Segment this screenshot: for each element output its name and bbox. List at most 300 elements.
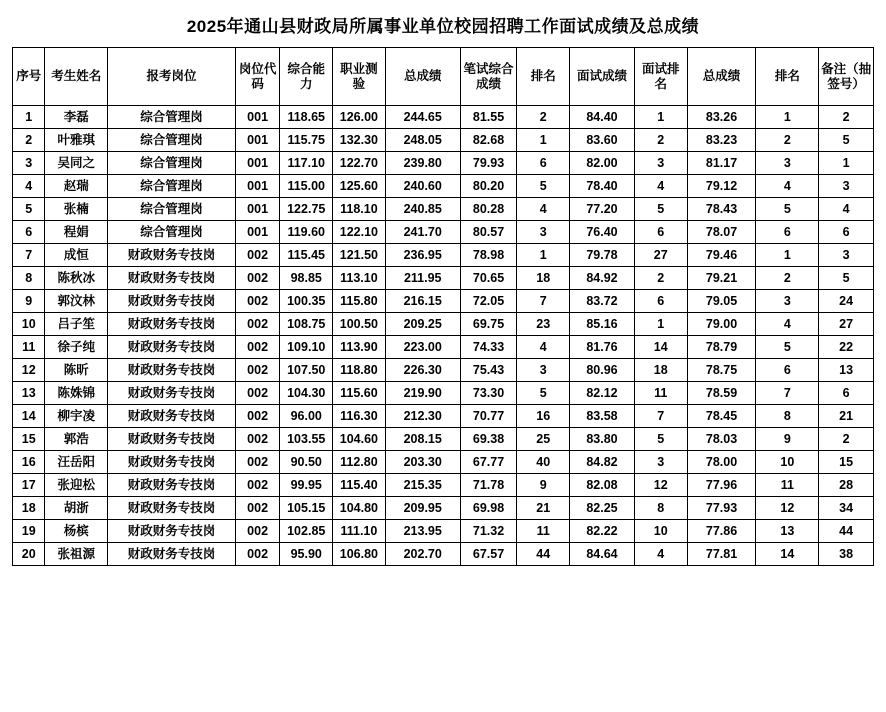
cell-written-rank: 3 (517, 221, 570, 244)
cell-post-code: 002 (235, 290, 280, 313)
cell-written-rank: 9 (517, 474, 570, 497)
cell-comprehensive-ability: 100.35 (280, 290, 333, 313)
cell-index: 14 (13, 405, 45, 428)
cell-vocational-test: 122.70 (333, 152, 386, 175)
cell-total-raw: 213.95 (385, 520, 460, 543)
cell-total-raw: 236.95 (385, 244, 460, 267)
cell-candidate-name: 陈秋冰 (45, 267, 108, 290)
cell-remark: 5 (819, 267, 874, 290)
cell-candidate-name: 吴同之 (45, 152, 108, 175)
table-row (13, 405, 874, 428)
cell-post: 综合管理岗 (108, 129, 236, 152)
cell-comprehensive-ability: 103.55 (280, 428, 333, 451)
cell-final-rank: 12 (756, 497, 819, 520)
cell-candidate-name: 张迎松 (45, 474, 108, 497)
cell-interview-rank: 1 (634, 106, 687, 129)
cell-comprehensive-ability: 90.50 (280, 451, 333, 474)
cell-written-rank: 1 (517, 129, 570, 152)
cell-final-total: 79.46 (687, 244, 756, 267)
cell-total-raw: 216.15 (385, 290, 460, 313)
cell-candidate-name: 李磊 (45, 106, 108, 129)
cell-comprehensive-ability: 98.85 (280, 267, 333, 290)
cell-post: 综合管理岗 (108, 152, 236, 175)
cell-final-total: 77.93 (687, 497, 756, 520)
cell-written-composite: 69.98 (460, 497, 517, 520)
table-row (13, 152, 874, 175)
cell-remark: 15 (819, 451, 874, 474)
column-header-interview-score: 面试成绩 (570, 48, 635, 106)
cell-final-total: 77.86 (687, 520, 756, 543)
cell-written-composite: 69.38 (460, 428, 517, 451)
cell-remark: 1 (819, 152, 874, 175)
cell-index: 20 (13, 543, 45, 566)
cell-interview-score: 78.40 (570, 175, 635, 198)
cell-interview-rank: 6 (634, 290, 687, 313)
cell-index: 16 (13, 451, 45, 474)
cell-final-rank: 9 (756, 428, 819, 451)
cell-written-composite: 79.93 (460, 152, 517, 175)
cell-candidate-name: 陈昕 (45, 359, 108, 382)
cell-post: 财政财务专技岗 (108, 244, 236, 267)
cell-written-rank: 16 (517, 405, 570, 428)
table-header (13, 48, 874, 106)
table-body (13, 106, 874, 566)
cell-final-rank: 2 (756, 267, 819, 290)
cell-comprehensive-ability: 122.75 (280, 198, 333, 221)
cell-comprehensive-ability: 99.95 (280, 474, 333, 497)
cell-final-rank: 14 (756, 543, 819, 566)
cell-post-code: 001 (235, 152, 280, 175)
cell-remark: 2 (819, 428, 874, 451)
cell-final-total: 78.59 (687, 382, 756, 405)
cell-post: 财政财务专技岗 (108, 497, 236, 520)
cell-remark: 4 (819, 198, 874, 221)
cell-written-rank: 1 (517, 244, 570, 267)
column-header-candidate-name: 考生姓名 (45, 48, 108, 106)
cell-interview-rank: 12 (634, 474, 687, 497)
cell-candidate-name: 郭浩 (45, 428, 108, 451)
cell-final-total: 79.00 (687, 313, 756, 336)
table-row (13, 221, 874, 244)
cell-written-composite: 74.33 (460, 336, 517, 359)
cell-final-total: 83.26 (687, 106, 756, 129)
cell-total-raw: 240.60 (385, 175, 460, 198)
cell-interview-rank: 18 (634, 359, 687, 382)
column-header-final-total: 总成绩 (687, 48, 756, 106)
cell-total-raw: 215.35 (385, 474, 460, 497)
cell-written-composite: 80.57 (460, 221, 517, 244)
cell-candidate-name: 成恒 (45, 244, 108, 267)
cell-interview-score: 79.78 (570, 244, 635, 267)
cell-comprehensive-ability: 105.15 (280, 497, 333, 520)
cell-written-composite: 80.20 (460, 175, 517, 198)
cell-final-total: 79.21 (687, 267, 756, 290)
cell-comprehensive-ability: 117.10 (280, 152, 333, 175)
cell-written-composite: 67.77 (460, 451, 517, 474)
cell-interview-score: 83.72 (570, 290, 635, 313)
cell-written-rank: 40 (517, 451, 570, 474)
cell-vocational-test: 112.80 (333, 451, 386, 474)
cell-post: 财政财务专技岗 (108, 428, 236, 451)
cell-total-raw: 208.15 (385, 428, 460, 451)
cell-post: 财政财务专技岗 (108, 520, 236, 543)
cell-post: 综合管理岗 (108, 106, 236, 129)
cell-remark: 38 (819, 543, 874, 566)
cell-candidate-name: 叶雅琪 (45, 129, 108, 152)
cell-vocational-test: 125.60 (333, 175, 386, 198)
cell-written-composite: 73.30 (460, 382, 517, 405)
cell-final-total: 77.96 (687, 474, 756, 497)
table-header-row (13, 48, 874, 106)
cell-candidate-name: 张楠 (45, 198, 108, 221)
cell-post: 财政财务专技岗 (108, 336, 236, 359)
cell-remark: 24 (819, 290, 874, 313)
cell-post-code: 001 (235, 129, 280, 152)
cell-total-raw: 219.90 (385, 382, 460, 405)
cell-final-total: 78.43 (687, 198, 756, 221)
cell-interview-rank: 27 (634, 244, 687, 267)
cell-post: 财政财务专技岗 (108, 451, 236, 474)
cell-remark: 21 (819, 405, 874, 428)
column-header-remark: 备注（抽签号） (819, 48, 874, 106)
cell-comprehensive-ability: 107.50 (280, 359, 333, 382)
cell-post-code: 001 (235, 221, 280, 244)
cell-interview-rank: 4 (634, 543, 687, 566)
cell-remark: 22 (819, 336, 874, 359)
cell-interview-score: 85.16 (570, 313, 635, 336)
cell-post-code: 001 (235, 198, 280, 221)
cell-final-rank: 11 (756, 474, 819, 497)
cell-total-raw: 209.95 (385, 497, 460, 520)
table-row (13, 543, 874, 566)
cell-post: 综合管理岗 (108, 221, 236, 244)
cell-final-rank: 13 (756, 520, 819, 543)
cell-post-code: 002 (235, 520, 280, 543)
cell-post-code: 002 (235, 267, 280, 290)
column-header-post: 报考岗位 (108, 48, 236, 106)
cell-vocational-test: 126.00 (333, 106, 386, 129)
cell-interview-score: 82.12 (570, 382, 635, 405)
cell-candidate-name: 徐子纯 (45, 336, 108, 359)
cell-post-code: 002 (235, 497, 280, 520)
cell-candidate-name: 张祖源 (45, 543, 108, 566)
cell-comprehensive-ability: 119.60 (280, 221, 333, 244)
cell-index: 5 (13, 198, 45, 221)
column-header-written-composite: 笔试综合成绩 (460, 48, 517, 106)
cell-written-rank: 23 (517, 313, 570, 336)
cell-final-rank: 1 (756, 244, 819, 267)
cell-comprehensive-ability: 102.85 (280, 520, 333, 543)
cell-vocational-test: 118.10 (333, 198, 386, 221)
cell-interview-score: 77.20 (570, 198, 635, 221)
cell-remark: 3 (819, 175, 874, 198)
cell-post-code: 002 (235, 543, 280, 566)
table-row (13, 428, 874, 451)
cell-vocational-test: 115.80 (333, 290, 386, 313)
cell-written-composite: 81.55 (460, 106, 517, 129)
cell-interview-score: 82.25 (570, 497, 635, 520)
cell-post: 财政财务专技岗 (108, 290, 236, 313)
cell-written-rank: 25 (517, 428, 570, 451)
cell-vocational-test: 122.10 (333, 221, 386, 244)
column-header-interview-rank: 面试排名 (634, 48, 687, 106)
cell-post: 财政财务专技岗 (108, 267, 236, 290)
cell-comprehensive-ability: 109.10 (280, 336, 333, 359)
cell-index: 13 (13, 382, 45, 405)
cell-written-composite: 80.28 (460, 198, 517, 221)
cell-interview-rank: 2 (634, 267, 687, 290)
cell-final-total: 78.00 (687, 451, 756, 474)
cell-candidate-name: 柳宇凌 (45, 405, 108, 428)
cell-total-raw: 241.70 (385, 221, 460, 244)
cell-final-rank: 6 (756, 359, 819, 382)
cell-interview-rank: 6 (634, 221, 687, 244)
cell-final-total: 78.75 (687, 359, 756, 382)
cell-index: 15 (13, 428, 45, 451)
cell-interview-score: 82.08 (570, 474, 635, 497)
cell-written-composite: 71.78 (460, 474, 517, 497)
cell-written-composite: 82.68 (460, 129, 517, 152)
cell-written-rank: 4 (517, 198, 570, 221)
cell-vocational-test: 104.60 (333, 428, 386, 451)
cell-remark: 5 (819, 129, 874, 152)
cell-final-total: 77.81 (687, 543, 756, 566)
cell-total-raw: 240.85 (385, 198, 460, 221)
table-row (13, 474, 874, 497)
cell-final-total: 79.12 (687, 175, 756, 198)
table-row (13, 198, 874, 221)
cell-interview-rank: 10 (634, 520, 687, 543)
cell-final-rank: 5 (756, 198, 819, 221)
cell-vocational-test: 104.80 (333, 497, 386, 520)
cell-candidate-name: 吕子笙 (45, 313, 108, 336)
cell-interview-score: 82.22 (570, 520, 635, 543)
table-row (13, 520, 874, 543)
cell-post-code: 001 (235, 106, 280, 129)
cell-total-raw: 209.25 (385, 313, 460, 336)
table-row (13, 313, 874, 336)
cell-remark: 2 (819, 106, 874, 129)
cell-post: 综合管理岗 (108, 198, 236, 221)
cell-vocational-test: 115.60 (333, 382, 386, 405)
cell-interview-score: 82.00 (570, 152, 635, 175)
cell-comprehensive-ability: 115.00 (280, 175, 333, 198)
cell-written-composite: 70.77 (460, 405, 517, 428)
cell-written-rank: 7 (517, 290, 570, 313)
cell-post: 财政财务专技岗 (108, 382, 236, 405)
cell-total-raw: 223.00 (385, 336, 460, 359)
cell-vocational-test: 106.80 (333, 543, 386, 566)
cell-index: 19 (13, 520, 45, 543)
cell-final-rank: 8 (756, 405, 819, 428)
cell-comprehensive-ability: 104.30 (280, 382, 333, 405)
cell-remark: 27 (819, 313, 874, 336)
cell-total-raw: 203.30 (385, 451, 460, 474)
cell-index: 3 (13, 152, 45, 175)
cell-written-rank: 5 (517, 382, 570, 405)
cell-interview-rank: 1 (634, 313, 687, 336)
cell-final-total: 78.45 (687, 405, 756, 428)
cell-post-code: 002 (235, 451, 280, 474)
cell-interview-score: 83.58 (570, 405, 635, 428)
cell-comprehensive-ability: 96.00 (280, 405, 333, 428)
cell-index: 9 (13, 290, 45, 313)
cell-remark: 44 (819, 520, 874, 543)
cell-interview-rank: 11 (634, 382, 687, 405)
table-row (13, 267, 874, 290)
cell-interview-score: 84.40 (570, 106, 635, 129)
cell-interview-score: 81.76 (570, 336, 635, 359)
cell-comprehensive-ability: 118.65 (280, 106, 333, 129)
cell-candidate-name: 赵瑞 (45, 175, 108, 198)
column-header-written-rank: 排名 (517, 48, 570, 106)
cell-remark: 6 (819, 382, 874, 405)
cell-interview-rank: 5 (634, 428, 687, 451)
cell-post: 财政财务专技岗 (108, 543, 236, 566)
cell-total-raw: 226.30 (385, 359, 460, 382)
cell-vocational-test: 113.10 (333, 267, 386, 290)
cell-final-rank: 4 (756, 313, 819, 336)
cell-comprehensive-ability: 95.90 (280, 543, 333, 566)
cell-written-rank: 11 (517, 520, 570, 543)
cell-post: 综合管理岗 (108, 175, 236, 198)
cell-written-rank: 4 (517, 336, 570, 359)
cell-interview-rank: 3 (634, 152, 687, 175)
cell-interview-rank: 8 (634, 497, 687, 520)
column-header-post-code: 岗位代码 (235, 48, 280, 106)
cell-interview-score: 83.80 (570, 428, 635, 451)
table-row (13, 451, 874, 474)
cell-final-total: 78.03 (687, 428, 756, 451)
cell-index: 2 (13, 129, 45, 152)
page-title: 2025年通山县财政局所属事业单位校园招聘工作面试成绩及总成绩 (186, 17, 700, 36)
cell-interview-rank: 3 (634, 451, 687, 474)
cell-remark: 3 (819, 244, 874, 267)
cell-final-total: 78.07 (687, 221, 756, 244)
cell-written-rank: 2 (517, 106, 570, 129)
cell-candidate-name: 胡浙 (45, 497, 108, 520)
cell-interview-rank: 14 (634, 336, 687, 359)
cell-written-composite: 72.05 (460, 290, 517, 313)
cell-final-total: 78.79 (687, 336, 756, 359)
cell-written-rank: 44 (517, 543, 570, 566)
table-row (13, 175, 874, 198)
cell-final-total: 83.23 (687, 129, 756, 152)
cell-candidate-name: 杨槟 (45, 520, 108, 543)
cell-final-rank: 1 (756, 106, 819, 129)
cell-total-raw: 202.70 (385, 543, 460, 566)
cell-remark: 28 (819, 474, 874, 497)
cell-written-composite: 69.75 (460, 313, 517, 336)
cell-remark: 13 (819, 359, 874, 382)
cell-index: 7 (13, 244, 45, 267)
cell-written-rank: 6 (517, 152, 570, 175)
cell-index: 4 (13, 175, 45, 198)
column-header-final-rank: 排名 (756, 48, 819, 106)
cell-candidate-name: 郭汶林 (45, 290, 108, 313)
table-row (13, 244, 874, 267)
cell-candidate-name: 程娟 (45, 221, 108, 244)
table-row (13, 497, 874, 520)
column-header-comprehensive-ability: 综合能力 (280, 48, 333, 106)
cell-final-rank: 5 (756, 336, 819, 359)
cell-index: 8 (13, 267, 45, 290)
table-row (13, 290, 874, 313)
cell-post: 财政财务专技岗 (108, 405, 236, 428)
cell-vocational-test: 100.50 (333, 313, 386, 336)
table-row (13, 336, 874, 359)
cell-index: 11 (13, 336, 45, 359)
cell-post: 财政财务专技岗 (108, 313, 236, 336)
cell-written-composite: 78.98 (460, 244, 517, 267)
cell-post: 财政财务专技岗 (108, 474, 236, 497)
cell-interview-rank: 4 (634, 175, 687, 198)
cell-interview-rank: 5 (634, 198, 687, 221)
cell-written-rank: 5 (517, 175, 570, 198)
cell-written-rank: 3 (517, 359, 570, 382)
cell-index: 6 (13, 221, 45, 244)
cell-index: 17 (13, 474, 45, 497)
cell-post-code: 001 (235, 175, 280, 198)
cell-final-rank: 6 (756, 221, 819, 244)
cell-final-rank: 4 (756, 175, 819, 198)
cell-vocational-test: 118.80 (333, 359, 386, 382)
cell-post-code: 002 (235, 428, 280, 451)
cell-interview-score: 84.64 (570, 543, 635, 566)
cell-written-composite: 67.57 (460, 543, 517, 566)
cell-final-rank: 3 (756, 290, 819, 313)
cell-vocational-test: 116.30 (333, 405, 386, 428)
cell-vocational-test: 132.30 (333, 129, 386, 152)
column-header-total-raw: 总成绩 (385, 48, 460, 106)
cell-vocational-test: 115.40 (333, 474, 386, 497)
cell-vocational-test: 111.10 (333, 520, 386, 543)
cell-total-raw: 212.30 (385, 405, 460, 428)
cell-index: 10 (13, 313, 45, 336)
cell-final-rank: 2 (756, 129, 819, 152)
cell-candidate-name: 陈姝锦 (45, 382, 108, 405)
cell-total-raw: 211.95 (385, 267, 460, 290)
table-row (13, 359, 874, 382)
table-row (13, 382, 874, 405)
cell-post-code: 002 (235, 313, 280, 336)
cell-interview-score: 84.92 (570, 267, 635, 290)
table-row (13, 129, 874, 152)
cell-written-rank: 21 (517, 497, 570, 520)
cell-post-code: 002 (235, 336, 280, 359)
cell-post-code: 002 (235, 382, 280, 405)
cell-interview-score: 84.82 (570, 451, 635, 474)
cell-post-code: 002 (235, 474, 280, 497)
cell-final-rank: 7 (756, 382, 819, 405)
cell-total-raw: 248.05 (385, 129, 460, 152)
cell-total-raw: 244.65 (385, 106, 460, 129)
cell-written-rank: 18 (517, 267, 570, 290)
cell-comprehensive-ability: 115.45 (280, 244, 333, 267)
table-row (13, 106, 874, 129)
cell-interview-score: 83.60 (570, 129, 635, 152)
column-header-vocational-test: 职业测验 (333, 48, 386, 106)
cell-vocational-test: 113.90 (333, 336, 386, 359)
cell-post-code: 002 (235, 244, 280, 267)
cell-index: 1 (13, 106, 45, 129)
cell-candidate-name: 汪岳阳 (45, 451, 108, 474)
cell-written-composite: 70.65 (460, 267, 517, 290)
cell-post-code: 002 (235, 359, 280, 382)
column-header-index: 序号 (13, 48, 45, 106)
cell-interview-rank: 7 (634, 405, 687, 428)
cell-interview-score: 76.40 (570, 221, 635, 244)
